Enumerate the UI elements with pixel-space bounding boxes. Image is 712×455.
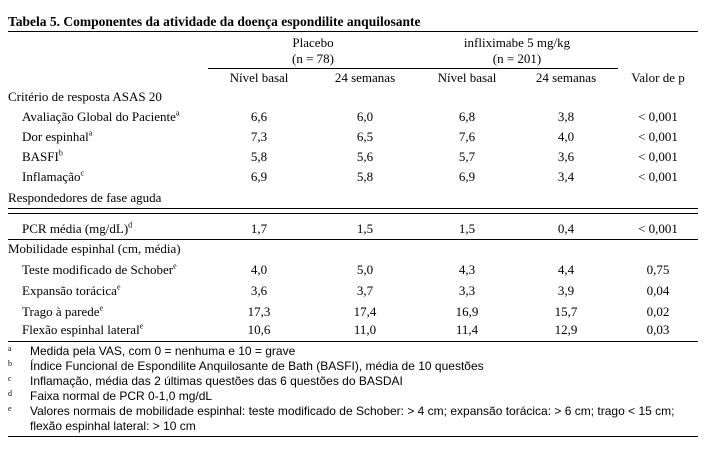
- footnote-text: Medida pela VAS, com 0 = nenhuma e 10 = grave: [30, 344, 296, 358]
- row-label: Inflamação$^c$: [22, 168, 85, 184]
- cell-value: 4,3: [458, 262, 476, 277]
- cell-value: 7,3: [250, 129, 268, 144]
- cell-p-value: < 0,001: [638, 221, 678, 236]
- cell-value: 6,8: [458, 109, 476, 124]
- cell-value: 3,4: [557, 169, 575, 184]
- cell-value: 17,4: [353, 304, 377, 319]
- group-placebo-name: Placebo: [292, 35, 334, 50]
- bottom-rule: [8, 341, 698, 342]
- cell-value: 6,9: [250, 169, 268, 184]
- footnote-text: Índice Funcional de Espondilite Anquilosante de Bath (BASFI), média de 10 questões: [30, 359, 484, 373]
- cell-value: 4,0: [250, 262, 268, 277]
- row-label: Flexão espinhal lateral$^e$: [22, 321, 144, 337]
- cell-value: 0,4: [557, 221, 575, 236]
- section-label-acute: Respondedores de fase aguda: [8, 190, 162, 205]
- cell-value: 6,9: [458, 169, 476, 184]
- col-placebo-baseline: Nível basal: [229, 70, 289, 85]
- cell-value: 5,6: [356, 149, 374, 164]
- row-label: Dor espinhal$^a$: [22, 128, 93, 144]
- cell-value: 6,5: [356, 129, 374, 144]
- footnote-text: Valores normais de mobilidade espinhal: teste modificado de Schober: > 4 cm; expansão torácica: > 6 cm; trago < 15 cm;: [30, 404, 675, 418]
- cell-value: 4,4: [557, 262, 575, 277]
- group-underline: [208, 68, 618, 69]
- footnote-mark: b: [8, 359, 12, 368]
- cell-value: 1,7: [250, 221, 268, 236]
- section-rule: [8, 239, 698, 240]
- cell-value: 3,3: [458, 283, 476, 298]
- cell-value: 17,3: [247, 304, 271, 319]
- footer-rule: [8, 436, 698, 437]
- cell-value: 5,8: [356, 169, 374, 184]
- col-inflix-baseline: Nível basal: [437, 70, 497, 85]
- cell-value: 5,7: [458, 149, 476, 164]
- footnote-text: Inflamação, média das 2 últimas questões das 6 questões do BASDAI: [30, 374, 403, 388]
- cell-value: 11,0: [353, 322, 377, 337]
- row-label: Trago à parede$^e$: [22, 303, 104, 319]
- col-p-value: Valor de p: [631, 70, 685, 85]
- cell-p-value: 0,03: [646, 322, 670, 337]
- cell-value: 16,9: [455, 304, 479, 319]
- table-title: Tabela 5. Componentes da atividade da doença espondilite anquilosante: [8, 14, 421, 29]
- cell-p-value: 0,02: [646, 304, 670, 319]
- row-label: Avaliação Global do Paciente$^a$: [22, 108, 180, 124]
- footnote-mark: c: [8, 374, 12, 383]
- footnote-mark: e: [8, 404, 12, 413]
- cell-value: 5,8: [250, 149, 268, 164]
- group-infliximab-n: (n = 201): [492, 51, 542, 66]
- cell-p-value: < 0,001: [638, 169, 678, 184]
- cell-value: 11,4: [455, 322, 479, 337]
- group-infliximab-name: infliximabe 5 mg/kg: [463, 35, 571, 50]
- row-label: PCR média $(mg/dL)^d$: [22, 220, 133, 236]
- footnote-mark: a: [8, 344, 12, 353]
- col-placebo-24w: 24 semanas: [334, 70, 396, 85]
- cell-value: 3,9: [557, 283, 575, 298]
- cell-p-value: < 0,001: [638, 109, 678, 124]
- top-rule: [8, 31, 698, 32]
- section-label-mobility: Mobilidade espinhal (cm, média): [8, 241, 181, 256]
- row-label: BASFI$^b$: [22, 148, 63, 164]
- section-rule: [8, 213, 698, 214]
- row-label: Teste modificado de Schober$^e$: [22, 261, 177, 277]
- cell-p-value: < 0,001: [638, 129, 678, 144]
- row-label: Expansão torácica$^e$: [22, 282, 121, 298]
- section-label-asas: Critério de resposta ASAS 20: [8, 89, 162, 104]
- cell-value: 12,9: [554, 322, 578, 337]
- cell-value: 6,6: [250, 109, 268, 124]
- cell-value: 3,8: [557, 109, 575, 124]
- cell-value: 1,5: [356, 221, 374, 236]
- col-inflix-24w: 24 semanas: [535, 70, 597, 85]
- cell-value: 1,5: [458, 221, 476, 236]
- cell-value: 5,0: [356, 262, 374, 277]
- cell-value: 7,6: [458, 129, 476, 144]
- cell-value: 4,0: [557, 129, 575, 144]
- cell-value: 15,7: [554, 304, 578, 319]
- cell-value: 6,0: [356, 109, 374, 124]
- footnote-text-continued: flexão espinhal lateral: > 10 cm: [30, 419, 196, 433]
- cell-p-value: 0,75: [646, 262, 670, 277]
- cell-value: 3,6: [250, 283, 268, 298]
- footnote-text: Faixa normal de PCR 0-1,0 mg/dL: [30, 389, 213, 403]
- cell-value: 10,6: [247, 322, 271, 337]
- cell-value: 3,7: [356, 283, 374, 298]
- group-placebo-n: (n = 78): [292, 51, 334, 66]
- cell-p-value: 0,04: [646, 283, 670, 298]
- section-rule: [8, 208, 698, 209]
- cell-value: 3,6: [557, 149, 575, 164]
- footnote-mark: d: [8, 389, 12, 398]
- cell-p-value: < 0,001: [638, 149, 678, 164]
